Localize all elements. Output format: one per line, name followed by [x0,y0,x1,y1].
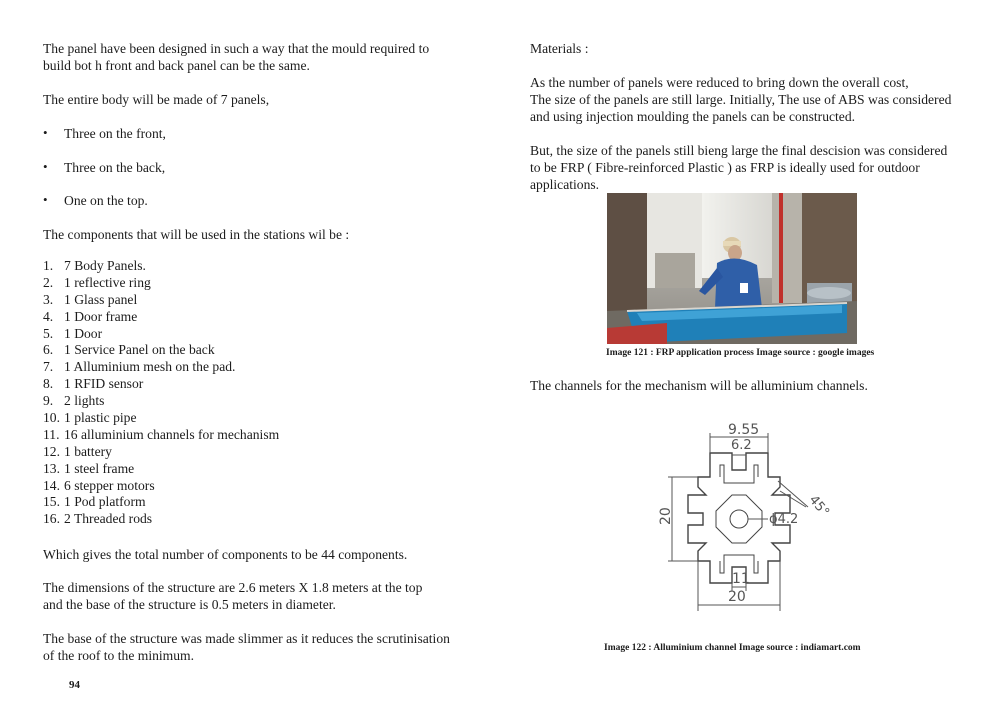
list-item-text: 1 Pod platform [64,494,146,510]
list-item-text: 1 reflective ring [64,274,151,290]
list-item-number: 8. [43,376,54,392]
list-item-number: 6. [43,342,54,358]
materials-paragraph-1: As the number of panels were reduced to bring down the overall cost, The size of the panels are still large. Initially, The use of ABS was considered and using injection moulding the panels can be constructed. [530,75,952,124]
list-item-text: 1 Door [64,325,103,341]
panels-paragraph: The entire body will be made of 7 panels, [43,92,270,107]
list-item-number: 10. [43,410,60,426]
list-item-text: 16 alluminium channels for mechanism [64,426,280,442]
list-item-number: 3. [43,291,54,307]
list-item-number: 14. [43,477,60,493]
materials-paragraph-2: But, the size of the panels still bieng large the final descision was considered to be FRP ( Fibre-reinforced Plastic ) as FRP is ideally used for outdoor applications. [530,143,948,192]
base-paragraph: The base of the structure was made slimmer as it reduces the scrutinisation of the roof to the minimum. [43,631,450,663]
bullet-dot-icon: • [43,159,48,174]
list-item-text: 7 Body Panels. [64,258,146,273]
dimension-label: 11 [732,571,750,587]
list-item-number: 15. [43,494,60,510]
dimension-label: 20 [728,589,746,605]
list-item-text: 1 plastic pipe [64,410,137,426]
intro-paragraph: The panel have been designed in such a way that the mould required to build bot h front and back panel can be the same. [43,41,430,73]
list-item-number: 9. [43,393,54,409]
list-item-text: 1 Glass panel [64,291,138,307]
list-item-number: 11. [43,426,60,442]
frp-application-photo [607,193,857,344]
list-item-number: 16. [43,511,60,527]
dimension-label: 6.2 [731,438,752,453]
materials-heading: Materials : [530,41,589,56]
total-paragraph: Which gives the total number of components to be 44 components. [43,547,408,562]
dimension-label: 20 [658,507,674,525]
list-item-number: 2. [43,274,54,290]
list-item-number: 12. [43,443,60,459]
list-item-number: 7. [43,359,54,375]
list-item-number: 13. [43,460,60,476]
list-item-text: 1 battery [64,443,112,459]
bullet-dot-icon: • [43,192,48,207]
list-item-text: 6 stepper motors [64,477,155,493]
dimension-label: 45° [805,492,832,520]
dimension-label: ϕ4.2 [769,512,799,527]
list-item-text: 1 Door frame [64,308,138,324]
list-item-text: 2 Threaded rods [64,511,153,527]
aluminium-channel-diagram [650,415,840,617]
channels-paragraph: The channels for the mechanism will be alluminium channels. [530,378,868,393]
list-item-number: 4. [43,308,54,324]
dimensions-paragraph: The dimensions of the structure are 2.6 meters X 1.8 meters at the top and the base of the structure is 0.5 meters in diameter. [43,580,423,612]
list-item-text: 2 lights [64,393,105,409]
list-item-text: 1 RFID sensor [64,376,144,392]
list-item-text: 1 Alluminium mesh on the pad. [64,359,236,375]
list-item-number: 5. [43,325,54,341]
list-item-text: 1 Service Panel on the back [64,342,215,358]
bullet-dot-icon: • [43,125,48,140]
list-item-number: 1. [43,258,54,273]
image-121-caption: Image 121 : FRP application process Image source : google images [606,348,875,358]
page-number: 94 [69,679,80,691]
image-122-caption: Image 122 : Alluminium channel Image source : indiamart.com [604,643,861,653]
components-intro: The components that will be used in the stations wil be : [43,227,350,242]
dimension-label: 9.55 [728,422,760,438]
list-item-text: 1 steel frame [64,460,135,476]
